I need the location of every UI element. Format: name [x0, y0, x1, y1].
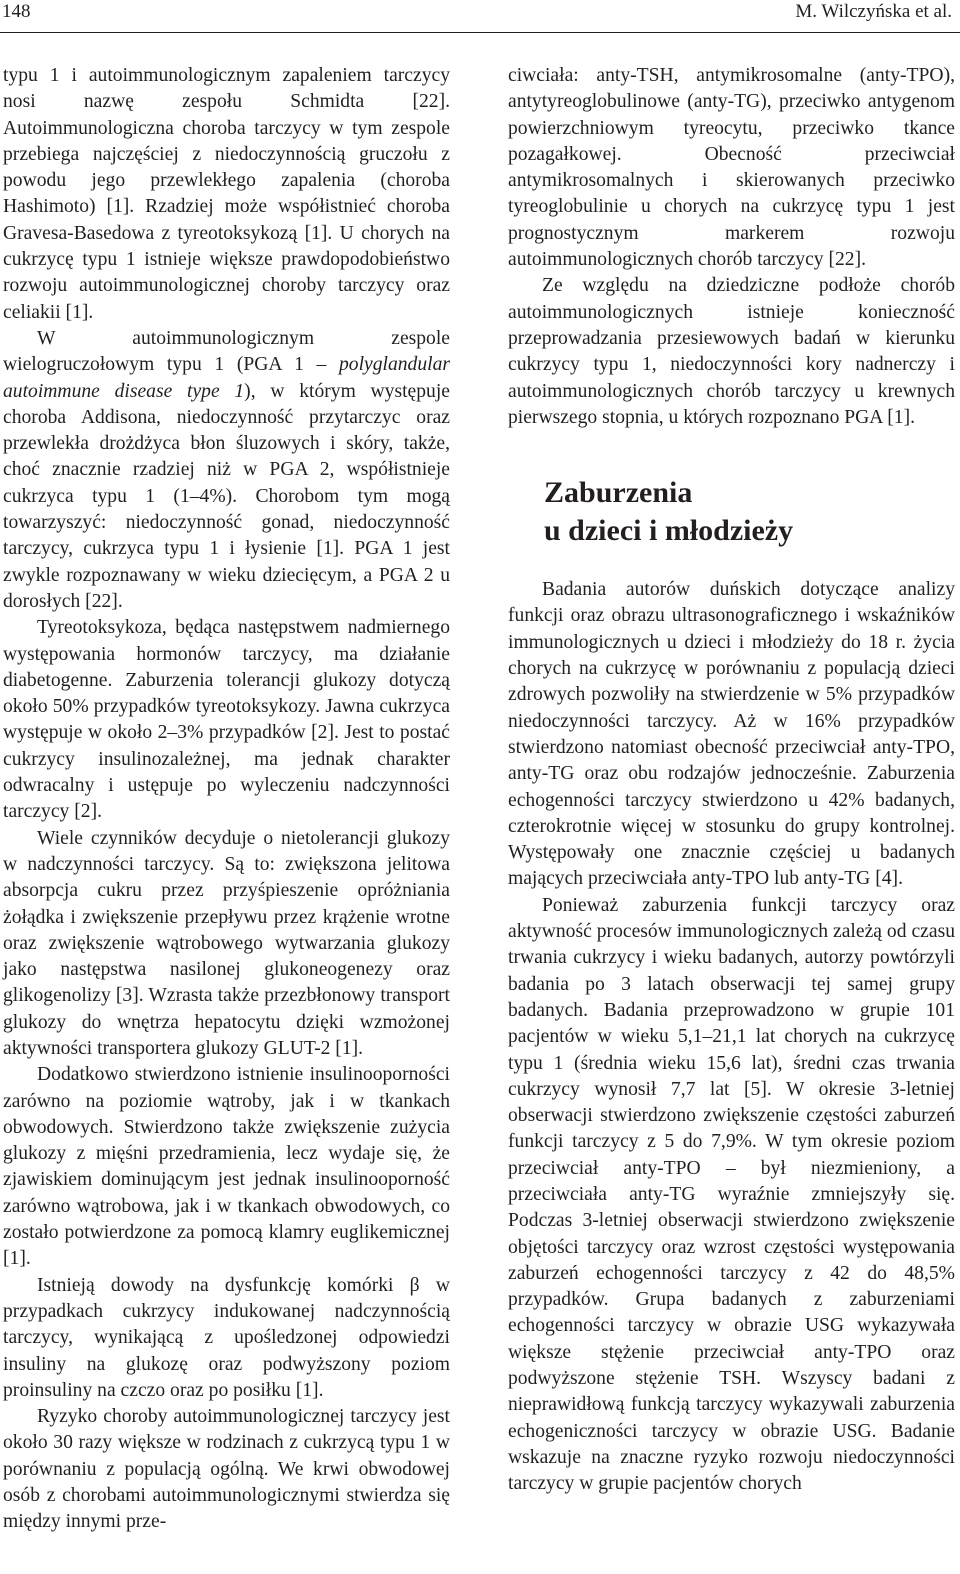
page-number: 148	[2, 1, 31, 22]
paragraph: Ze względu na dziedziczne podłoże chorób autoimmunologicznych istnieje konieczność przeprowadzania przesiewowych badań w kierunku cukrzycy typu 1, niedoczynności kory nadnerczy i autoimmunologicznych chorób tarczycy u krewnych pierwszego stopnia, u których rozpoznano PGA [1].	[508, 275, 955, 428]
paragraph: Dodatkowo stwierdzono istnienie insulinooporności zarówno na poziomie wątroby, jak i w tkankach obwodowych. Stwierdzono także zwiększenie zużycia glukozy z mięśni przedramienia, lecz wydaje się, że zjawiskiem dominującym jest jednak insulinooporność zarówno wątrobowa, jak i w tkankach obwodowych, co zostało potwierdzone za pomocą klamry euglikemicznej [1].	[3, 1064, 450, 1270]
section-heading	[544, 474, 955, 550]
section-heading-line: Zaburzenia	[544, 476, 693, 510]
running-head: M. Wilczyńska et al.	[795, 1, 952, 22]
section-heading-line: u dzieci i młodzieży	[544, 514, 794, 548]
paragraph: Ryzyko choroby autoimmunologicznej tarczycy jest około 30 razy większe w rodzinach z cukrzycą typu 1 w porównaniu z populacją ogólną. We krwi obwodowej osób z chorobami autoimmunologicznymi stwierdza się między innymi prze-	[3, 1406, 450, 1533]
text-run: ), w którym występuje choroba Addisona, niedoczynność przytarczyc oraz przewlekła drożdżyca błon śluzowych i skóry, także, choć znacznie rzadziej niż w PGA 2, współistnieje cukrzyca typu 1 (1–4%). Chorobom tym mogą towarzyszyć: niedoczynność gonad, niedoczynność tarczycy, cukrzyca typu 1 i łysienie [1]. PGA 1 jest zwykle rozpoznawany w wieku dziecięcym, a PGA 2 u dorosłych [22].	[3, 380, 450, 612]
header-rule	[0, 32, 960, 33]
text-run: W autoimmunologicznym zespole wielogruczołowym typu 1 (PGA 1 –	[3, 327, 450, 376]
paragraph	[3, 326, 450, 615]
paragraph: typu 1 i autoimmunologicznym zapaleniem tarczycy nosi nazwę zespołu Schmidta [22]. Autoimmunologiczna choroba tarczycy w tym zespole przebiega najczęściej z niedoczynnością gruczołu z powodu jego przewlekłego zapalenia (choroba Hashimoto) [1]. Rzadziej może współistnieć choroba Gravesa-Basedowa z tyreotoksykozą [1]. U chorych na cukrzycę typu 1 istnieje większe prawdopodobieństwo rozwoju autoimmunologicznej choroby tarczycy oraz celiakii [1].	[3, 65, 450, 323]
left-column	[3, 63, 450, 1536]
page-header	[0, 0, 960, 30]
paragraph: Ponieważ zaburzenia funkcji tarczycy oraz aktywność procesów immunologicznych zależą od czasu trwania cukrzycy i wieku badanych, autorzy powtórzyli badania po 3 latach obserwacji tej samej grupy badanych. Badania przeprowadzono w grupie 101 pacjentów w wieku 5,1–21,1 lat chorych na cukrzycę typu 1 (średnia wieku 15,6 lat), średni czas trwania cukrzycy wynosił 7,7 lat [5]. W okresie 3-letniej obserwacji stwierdzono zwiększenie częstości zaburzeń funkcji tarczycy z 5 do 7,9%. W tym okresie poziom przeciwciał anty-TPO – był niezmieniony, a przeciwciała anty-TG wyraźnie zmniejszyły się. Podczas 3-letniej obserwacji stwierdzono zwiększenie objętości tarczycy oraz wzrost częstości występowania zaburzeń echogenności tarczycy z 42 do 48,5% przypadków. Grupa badanych z zaburzeniami echogenności tarczycy w obrazie USG wykazywała większe stężenie przeciwciał anty-TPO oraz podwyższone stężenie TSH. Wszyscy badani z nieprawidłową funkcją tarczycy wykazywali zaburzenia echogeniczności tarczycy w obrazie USG. Badanie wskazuje na znaczne ryzyko rozwoju niedoczynności tarczycy w grupie pacjentów chorych	[508, 894, 955, 1495]
paragraph: Tyreotoksykoza, będąca następstwem nadmiernego występowania hormonów tarczycy, ma działanie diabetogenne. Zaburzenia tolerancji glukozy dotyczą około 50% przypadków tyreotoksykozy. Jawna cukrzyca występuje w około 2–3% przypadków [2]. Jest to postać cukrzycy insulinozależnej, ma jednak charakter odwracalny i ustępuje po wyleczeniu nadczynności tarczycy [2].	[3, 617, 450, 823]
italic-term: polyglandular autoimmune disease type 1	[3, 354, 450, 402]
paragraph: Istnieją dowody na dysfunkcję komórki β w przypadkach cukrzycy indukowanej nadczynnością tarczycy, wynikającą z upośledzonej odpowiedzi insuliny na glukozę oraz podwyższony poziom proinsuliny na czczo oraz po posiłku [1].	[3, 1274, 450, 1401]
paragraph: ciwciała: anty-TSH, antymikrosomalne (anty-TPO), antytyreoglobulinowe (anty-TG), przeciwko antygenom powierzchniowym tyreocytu, przeciwko tkance pozagałkowej. Obecność przeciwciał antymikrosomalnych i skierowanych przeciwko tyreoglobulinie u chorych na cukrzycę typu 1 jest prognostycznym markerem rozwoju autoimmunologicznych chorób tarczycy [22].	[508, 65, 955, 271]
right-column	[508, 63, 955, 1498]
paragraph: Wiele czynników decyduje o nietolerancji glukozy w nadczynności tarczycy. Są to: zwiększona jelitowa absorpcja cukru przez przyśpieszenie opróżniania żołądka i zwiększenie przepływu przez krążenie wrotne oraz zwiększenie wątrobowego wytwarzania glukozy jako następstwa nasilonej glukoneogenezy oraz glikogenolizy [3]. Wzrasta także przezbłonowy transport glukozy do wnętrza hepatocytu dzięki wzmożonej aktywności transportera glukozy GLUT-2 [1].	[3, 827, 450, 1059]
paragraph: Badania autorów duńskich dotyczące analizy funkcji oraz obrazu ultrasonograficznego i wskaźników immunologicznych u dzieci i młodzieży do 18 r. życia chorych na cukrzycę w porównaniu z populacją dzieci zdrowych pozwoliły na stwierdzenie w 5% przypadków niedoczynności tarczycy. Aż w 16% przypadków stwierdzono natomiast obecność przeciwciał anty-TPO, anty-TG oraz obu rodzajów jednocześnie. Zaburzenia echogenności tarczycy stwierdzono u 42% badanych, czterokrotnie więcej w stosunku do grupy kontrolnej. Występowały one znacznie częściej u badanych mających przeciwciała anty-TPO lub anty-TG [4].	[508, 579, 955, 890]
